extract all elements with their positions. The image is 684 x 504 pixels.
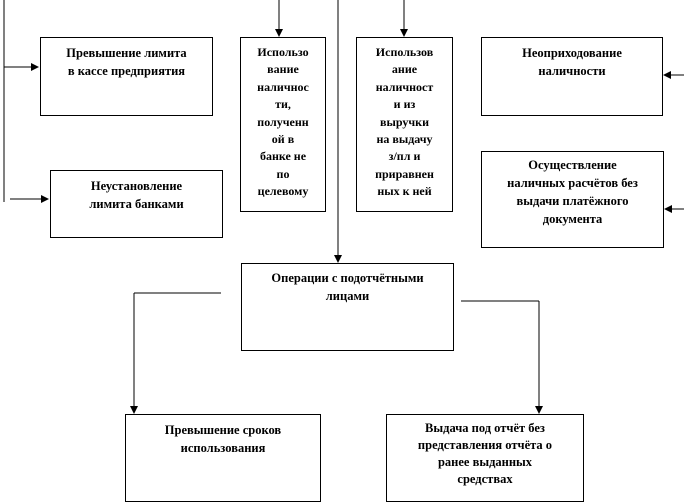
box-revenue-use: Использов ание наличност и из выручки на выдачу з/пл и приравнен ных к ней bbox=[356, 37, 453, 212]
box-no-document: Осуществление наличных расчётов без выдачи платёжного документа bbox=[481, 151, 664, 248]
box-bank-use: Использо вание наличнос ти, полученн ой в банке не по целевому bbox=[240, 37, 326, 212]
box-no-limit: Неустановление лимита банками bbox=[50, 170, 223, 238]
box-not-posted: Неоприходование наличности bbox=[481, 37, 663, 116]
box-limit-exceed: Превышение лимита в кассе предприятия bbox=[40, 37, 213, 116]
box-overdue: Превышение сроков использования bbox=[125, 414, 321, 502]
box-accountable: Операции с подотчётными лицами bbox=[241, 263, 454, 351]
box-no-report: Выдача под отчёт без представления отчёта о ранее выданных средствах bbox=[386, 414, 584, 502]
